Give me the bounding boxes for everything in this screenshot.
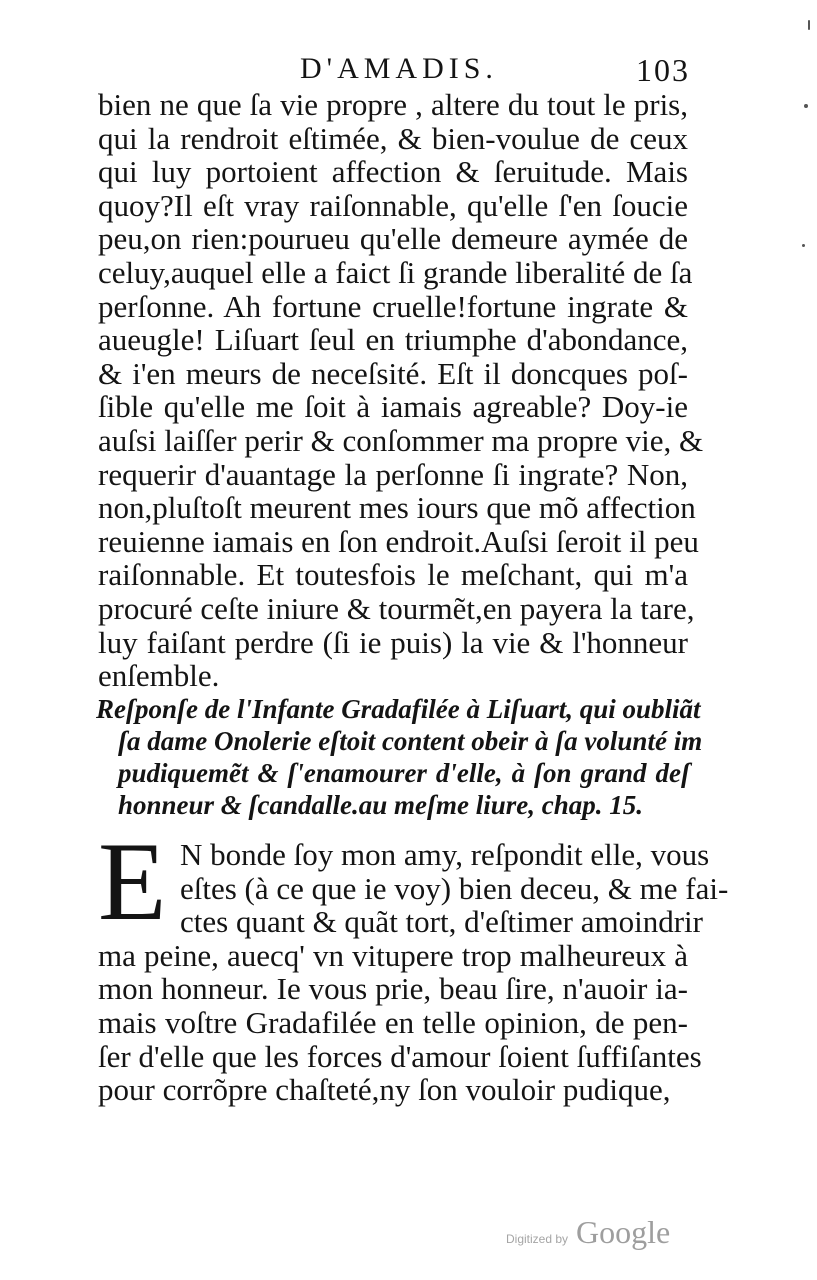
text-line: ſer d'elle que les forces d'amour ſoient ſuffiſantes [98, 1038, 702, 1074]
text-line: & i'en meurs de neceſsité. Eſt il doncques poſ- [98, 355, 688, 391]
heading-line: ſa dame Onolerie eſtoit content obeir à ſa volunté im [118, 726, 703, 756]
text-line: bien ne que ſa vie propre , altere du tout le pris, [98, 87, 688, 122]
text-line: qui la rendroit eſtimée, & bien-voulue de ceux [98, 120, 688, 156]
drop-cap: E [98, 820, 167, 944]
ink-speck [808, 20, 810, 30]
watermark-prefix: Digitized by [506, 1232, 569, 1246]
text-line: reuienne iamais en ſon endroit.Auſsi ſeroit il peu [98, 523, 699, 559]
text-line: eſtes (à ce que ie voy) bien deceu, & me fai- [180, 870, 729, 906]
ink-speck [802, 244, 805, 247]
text-line: celuy,auquel elle a faict ſi grande liberalité de ſa [98, 254, 693, 290]
text-line: mon honneur. Ie vous prie, beau ſire, n'auoir ia- [98, 971, 688, 1007]
second-text-block [98, 820, 729, 1108]
main-text-block [98, 87, 704, 694]
text-line: raiſonnable. Et toutesfois le meſchant, qui m'a [98, 557, 688, 593]
page-number: 103 [636, 52, 690, 88]
text-line: mais voſtre Gradafilée en telle opinion, de pen- [98, 1004, 688, 1040]
text-line: ma peine, auecq' vn vitupere trop malheureux à [98, 937, 688, 973]
text-line: non,pluſtoſt meurent mes iours que mõ affection [98, 490, 696, 526]
text-line: ſible qu'elle me ſoit à iamais agreable? Doy-ie [98, 389, 688, 425]
text-line: peu,on rien:pourueu qu'elle demeure aymée de [98, 221, 688, 257]
running-head [300, 52, 690, 92]
text-line: N bonde ſoy mon amy, reſpondit elle, vous [180, 837, 710, 872]
text-line: requerir d'auantage la perſonne ſi ingrate? Non, [98, 456, 688, 492]
text-line: ctes quant & quãt tort, d'eſtimer amoindrir [180, 904, 703, 940]
heading-line: honneur & ſcandalle.au meſme liure, chap. 15. [118, 790, 644, 820]
text-line: enſemble. [98, 658, 220, 694]
text-line: procuré ceſte iniure & tourmẽt,en payera la tare, [98, 590, 695, 626]
text-line: qui luy portoient affection & ſeruitude. Mais [98, 154, 688, 190]
chapter-heading [96, 693, 703, 821]
heading-line: Reſponſe de l'Infante Gradafilée à Liſuart, qui oubliãt [96, 694, 701, 724]
heading-line: pudiquemẽt & ſ'enamourer d'elle, à ſon grand deſ [118, 758, 690, 788]
text-line: auſsi laiſſer perir & conſommer ma propre vie, & [98, 422, 704, 458]
google-logo: Google [576, 1214, 671, 1250]
text-line: aueugle! Liſuart ſeul en triumphe d'abondance, [98, 322, 688, 358]
ink-speck [804, 104, 808, 108]
text-line: perſonne. Ah fortune cruelle!fortune ingrate & [98, 288, 688, 324]
digitized-watermark [506, 1214, 686, 1254]
text-line: luy faiſant perdre (ſi ie puis) la vie & l'honneur [98, 624, 688, 660]
text-line: pour corrõpre chaſteté,ny ſon vouloir pudique, [98, 1072, 671, 1108]
running-title: D'AMADIS. [300, 52, 498, 85]
text-line: quoy?Il eſt vray raiſonnable, qu'elle ſ'en ſoucie [98, 187, 688, 223]
